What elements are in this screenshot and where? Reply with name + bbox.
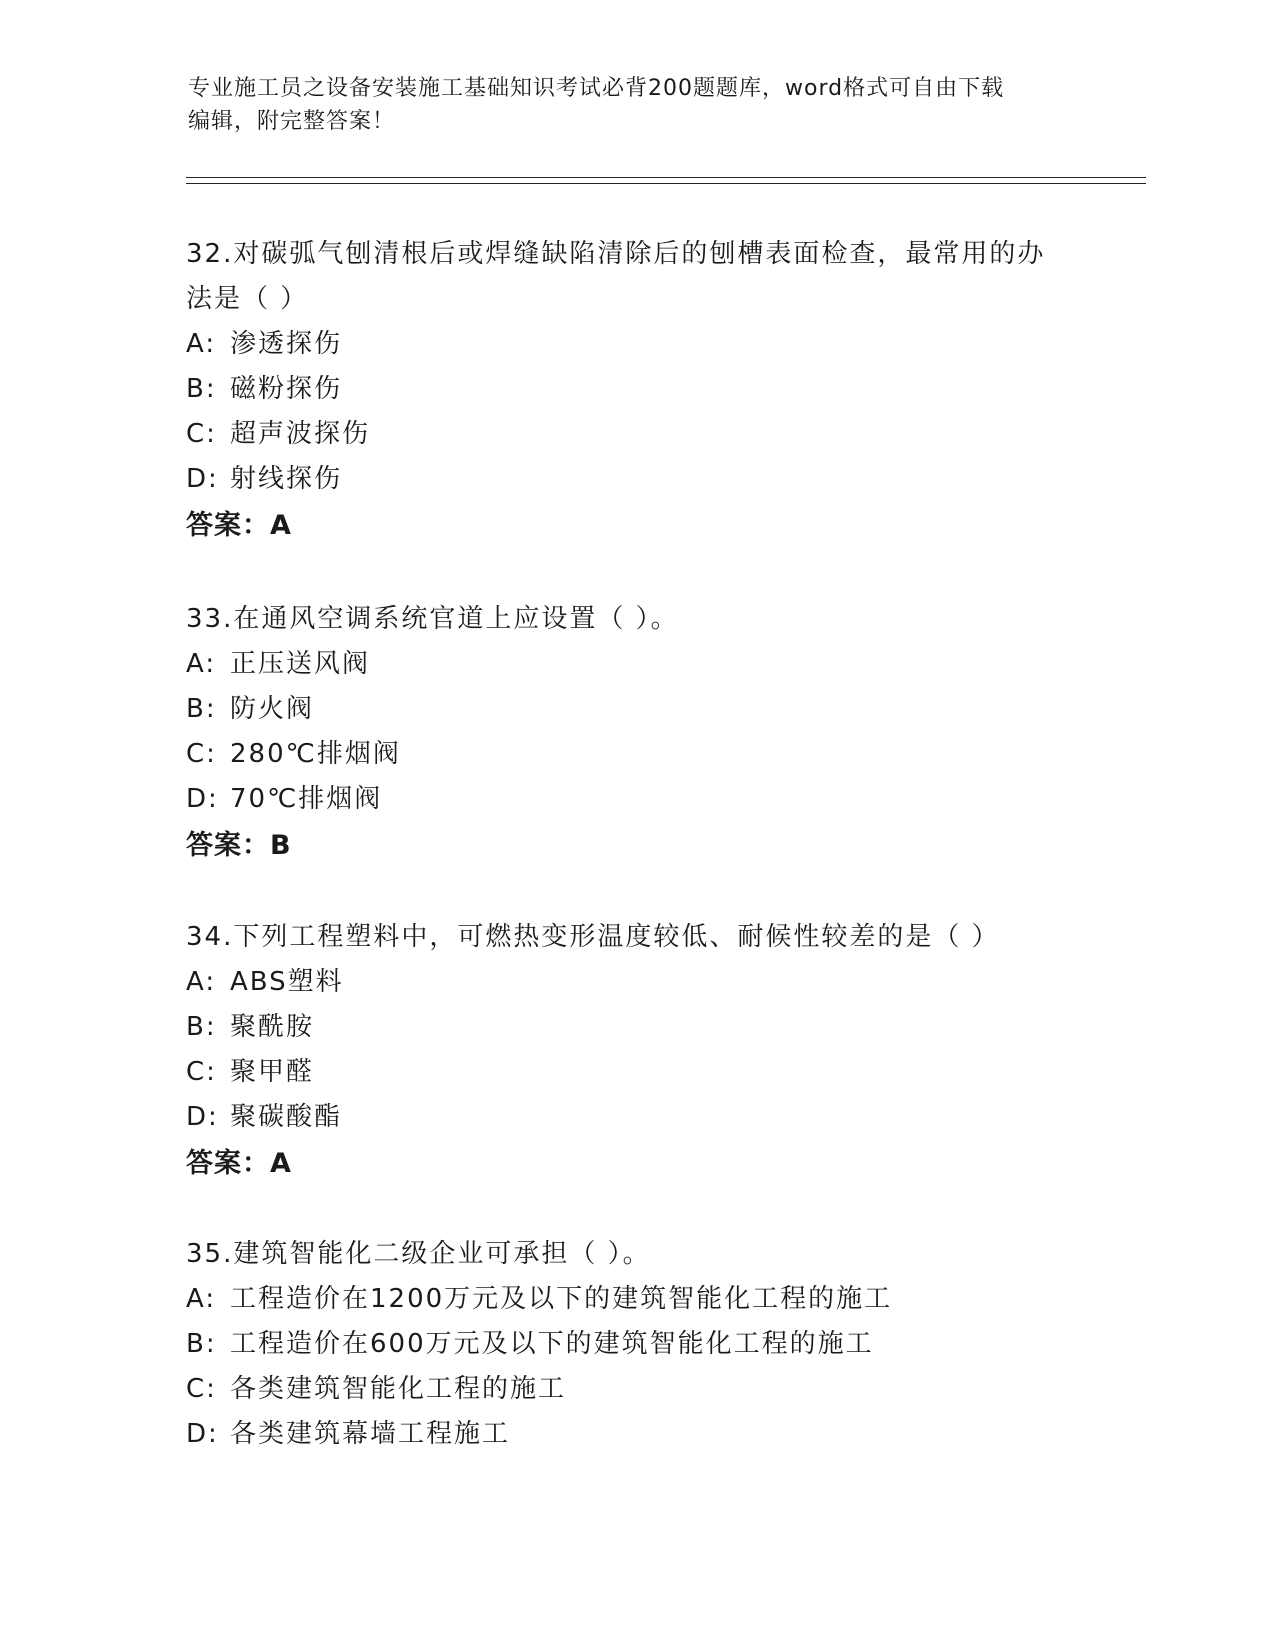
option-d bbox=[186, 1095, 1086, 1140]
option-key: A: bbox=[186, 649, 217, 679]
option-key: C: bbox=[186, 739, 217, 769]
question-text: 34.下列工程塑料中，可燃热变形温度较低、耐候性较差的是（ ） bbox=[186, 922, 1000, 952]
header-line-2: 编辑，附完整答案！ bbox=[188, 109, 396, 134]
option-key: B: bbox=[186, 1012, 217, 1042]
option-text: 聚甲醛 bbox=[230, 1057, 315, 1087]
option-key: D: bbox=[186, 1419, 219, 1449]
option-text: 渗透探伤 bbox=[230, 329, 343, 359]
option-key: B: bbox=[186, 374, 217, 404]
option-text: 聚酰胺 bbox=[230, 1012, 315, 1042]
option-text: 磁粉探伤 bbox=[230, 374, 343, 404]
option-key: A: bbox=[186, 967, 217, 997]
option-key: D: bbox=[186, 1102, 219, 1132]
option-key: A: bbox=[186, 329, 217, 359]
option-key: D: bbox=[186, 784, 219, 814]
question-text: 35.建筑智能化二级企业可承担（ ）。 bbox=[186, 1239, 651, 1269]
option-text: 工程造价在1200万元及以下的建筑智能化工程的施工 bbox=[230, 1284, 893, 1314]
question-34 bbox=[186, 915, 1086, 1187]
question-text-continued: 法是（ ） bbox=[186, 284, 309, 314]
question-33 bbox=[186, 597, 1086, 869]
option-key: A: bbox=[186, 1284, 217, 1314]
option-b bbox=[186, 367, 1086, 412]
header-divider-top bbox=[186, 177, 1146, 178]
option-text: ABS塑料 bbox=[230, 967, 344, 997]
option-a bbox=[186, 960, 1086, 1005]
option-key: C: bbox=[186, 1374, 217, 1404]
answer: 答案：B bbox=[186, 830, 292, 861]
document-header bbox=[188, 72, 1088, 138]
option-d bbox=[186, 1412, 1086, 1457]
option-text: 70℃排烟阀 bbox=[230, 784, 383, 814]
option-text: 280℃排烟阀 bbox=[230, 739, 401, 769]
option-key: B: bbox=[186, 1329, 217, 1359]
option-text: 防火阀 bbox=[230, 694, 315, 724]
option-key: C: bbox=[186, 419, 217, 449]
option-key: C: bbox=[186, 1057, 217, 1087]
option-text: 各类建筑智能化工程的施工 bbox=[230, 1374, 567, 1404]
option-d bbox=[186, 457, 1086, 502]
option-key: B: bbox=[186, 694, 217, 724]
option-c bbox=[186, 1367, 1086, 1412]
option-a bbox=[186, 1277, 1086, 1322]
option-c bbox=[186, 732, 1086, 777]
option-text: 工程造价在600万元及以下的建筑智能化工程的施工 bbox=[230, 1329, 874, 1359]
option-text: 聚碳酸酯 bbox=[230, 1102, 343, 1132]
option-a bbox=[186, 322, 1086, 367]
answer: 答案：A bbox=[186, 510, 292, 541]
header-line-1: 专业施工员之设备安装施工基础知识考试必背200题题库，word格式可自由下载 bbox=[188, 76, 1005, 101]
option-key: D: bbox=[186, 464, 219, 494]
option-text: 各类建筑幕墙工程施工 bbox=[230, 1419, 511, 1449]
question-text: 33.在通风空调系统官道上应设置（ ）。 bbox=[186, 604, 679, 634]
option-b bbox=[186, 687, 1086, 732]
option-text: 射线探伤 bbox=[230, 464, 343, 494]
option-text: 超声波探伤 bbox=[230, 419, 371, 449]
answer: 答案：A bbox=[186, 1148, 292, 1179]
option-b bbox=[186, 1005, 1086, 1050]
question-35 bbox=[186, 1232, 1086, 1457]
option-c bbox=[186, 412, 1086, 457]
option-d bbox=[186, 777, 1086, 822]
header-divider-bottom bbox=[186, 183, 1146, 184]
option-a bbox=[186, 642, 1086, 687]
option-b bbox=[186, 1322, 1086, 1367]
option-c bbox=[186, 1050, 1086, 1095]
question-text: 32.对碳弧气刨清根后或焊缝缺陷清除后的刨槽表面检查，最常用的办 bbox=[186, 239, 1046, 269]
question-32 bbox=[186, 232, 1086, 549]
option-text: 正压送风阀 bbox=[230, 649, 371, 679]
